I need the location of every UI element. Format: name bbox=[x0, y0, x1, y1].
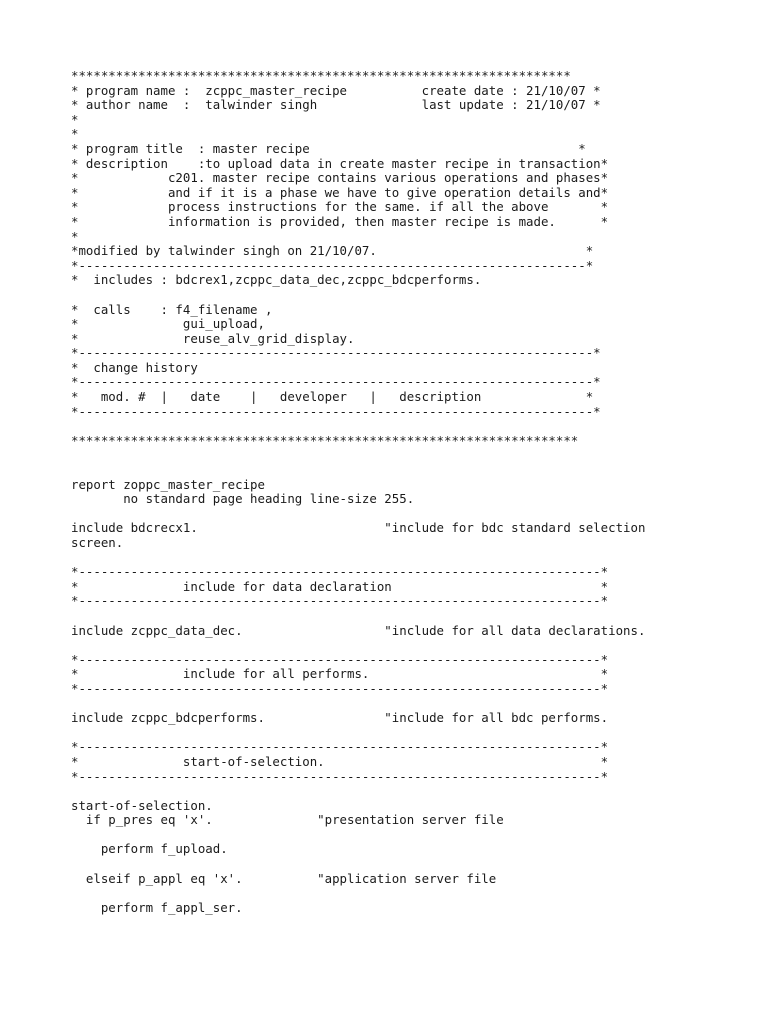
source-code-listing bbox=[71, 69, 645, 915]
code-line: *modified by talwinder singh on 21/10/07. * bbox=[71, 243, 594, 259]
code-line: perform f_appl_ser. bbox=[71, 899, 243, 915]
code-line: *--------------------------------------------------------------------* bbox=[71, 257, 594, 273]
code-line: * program title : master recipe * bbox=[71, 140, 586, 156]
code-line: *----------------------------------------------------------------------* bbox=[71, 739, 609, 755]
code-line bbox=[71, 507, 645, 522]
code-line: * bbox=[71, 126, 79, 142]
code-line: report zoppc_master_recipe bbox=[71, 476, 265, 492]
code-line: * bbox=[71, 228, 79, 244]
code-line: *---------------------------------------------------------------------* bbox=[71, 374, 601, 390]
code-line: * start-of-selection. * bbox=[71, 753, 609, 769]
code-line bbox=[71, 638, 645, 653]
code-line: * include for data declaration * bbox=[71, 578, 609, 594]
code-line: * author name : talwinder singh last update : 21/10/07 * bbox=[71, 97, 601, 113]
code-line: if p_pres eq 'x'. "presentation server file bbox=[71, 812, 504, 828]
code-line: *----------------------------------------------------------------------* bbox=[71, 593, 609, 609]
code-line bbox=[71, 726, 645, 741]
code-line: * gui_upload, bbox=[71, 316, 265, 332]
code-line: * bbox=[71, 111, 79, 127]
code-line: * program name : zcppc_master_recipe create date : 21/10/07 * bbox=[71, 82, 601, 98]
code-line bbox=[71, 448, 645, 463]
code-line bbox=[71, 288, 645, 303]
code-line bbox=[71, 857, 645, 872]
code-line bbox=[71, 419, 645, 434]
code-line: *----------------------------------------------------------------------* bbox=[71, 564, 609, 580]
code-line: *----------------------------------------------------------------------* bbox=[71, 768, 609, 784]
code-line bbox=[71, 886, 645, 901]
code-line: * process instructions for the same. if all the above * bbox=[71, 199, 609, 215]
code-line: * calls : f4_filename , bbox=[71, 301, 273, 317]
code-line bbox=[71, 463, 645, 478]
code-line: *----------------------------------------------------------------------* bbox=[71, 651, 609, 667]
code-line: include zcppc_bdcperforms. "include for all bdc performs. bbox=[71, 710, 609, 726]
code-line: ******************************************************************* bbox=[71, 68, 571, 83]
code-line: * mod. # | date | developer | description * bbox=[71, 389, 594, 405]
code-line: *----------------------------------------------------------------------* bbox=[71, 680, 609, 696]
code-line bbox=[71, 697, 645, 712]
code-line: * includes : bdcrex1,zcppc_data_dec,zcppc_bdcperforms. bbox=[71, 272, 482, 288]
code-line: * c201. master recipe contains various operations and phases* bbox=[71, 170, 609, 186]
code-line: include zcppc_data_dec. "include for all data declarations. bbox=[71, 622, 646, 638]
code-line: * and if it is a phase we have to give operation details and* bbox=[71, 184, 609, 200]
code-line: no standard page heading line-size 255. bbox=[71, 491, 415, 507]
code-line bbox=[71, 784, 645, 799]
code-line: start-of-selection. bbox=[71, 797, 213, 813]
code-line: * description :to upload data in create master recipe in transaction* bbox=[71, 155, 609, 171]
code-line: * reuse_alv_grid_display. bbox=[71, 330, 355, 346]
code-line: *---------------------------------------------------------------------* bbox=[71, 403, 601, 419]
code-line: * change history bbox=[71, 359, 198, 375]
code-line: * information is provided, then master recipe is made. * bbox=[71, 213, 609, 229]
code-line: ******************************************************************** bbox=[71, 432, 579, 448]
code-line: elseif p_appl eq 'x'. "application server file bbox=[71, 870, 497, 886]
code-line: screen. bbox=[71, 535, 124, 550]
code-line: perform f_upload. bbox=[71, 841, 228, 857]
code-line: include bdcrecx1. "include for bdc standard selection bbox=[71, 520, 646, 536]
code-line: * include for all performs. * bbox=[71, 666, 609, 682]
code-line bbox=[71, 609, 645, 624]
code-line: *---------------------------------------------------------------------* bbox=[71, 345, 601, 361]
code-line bbox=[71, 551, 645, 566]
code-line bbox=[71, 828, 645, 843]
